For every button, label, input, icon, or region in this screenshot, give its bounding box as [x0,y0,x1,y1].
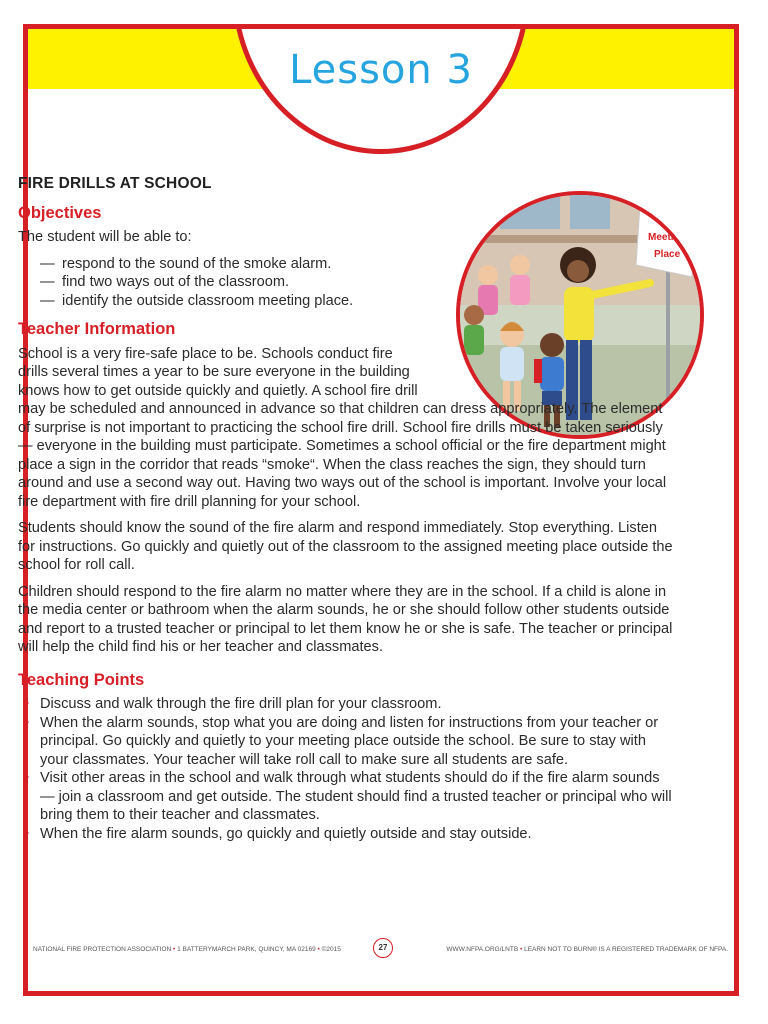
teaching-point: • Visit other areas in the school and walk through what students should do if the fire alarm sounds — join a classroom and get outside. The student should find a trusted teacher or principal who will bring them to their teacher and classmates. [24,770,672,823]
teacher-info-paragraph: School is a very fire-safe place to be. Schools conduct fire drills several times a year to be sure everyone in the building knows how to get outside quickly and quietly. A school fire drill may be scheduled and announced in advance so that children can dress appropriately. The element of surprise is not important to practicing the school fire drill. School fire drills must be taken seriously — everyone in the building must participate. Sometimes a school official or the fire department might place a sign in the corridor that reads “smoke“. When the class reaches the sign, they should turn around and use a second way out. Having two ways out of the school is important. Involve your local fire department with fire drill planning for your school. [18,345,667,510]
sign-text-place: Place [654,249,681,260]
page-number: 27 [373,938,393,958]
footer-left: NATIONAL FIRE PROTECTION ASSOCIATION • 1 BATTERYMARCH PARK, QUINCY, MA 02169 • ©2015 [33,946,341,953]
teaching-point: • When the fire alarm sounds, go quickly and quietly outside and stay outside. [24,825,532,842]
teaching-points-list [18,695,678,843]
main-content [18,175,678,843]
objectives-heading: Objectives [18,203,102,222]
page-footer [33,938,728,960]
lesson-title: Lesson 3 [289,47,473,93]
section-title: FIRE DRILLS AT SCHOOL [18,175,212,192]
teacher-info-paragraph: Children should respond to the fire alarm no matter where they are in the school. If a child is alone in the media center or bathroom when the alarm sounds, he or she should follow other students outside and report to a trusted teacher or principal to let them know he or she is safe. The teacher or principal will help the child find his or her teacher and classmates. [18,583,673,655]
objectives-intro: The student will be able to: [18,229,192,245]
teaching-point: • When the alarm sounds, stop what you are doing and listen for instructions from your teacher or principal. Go quickly and quietly to your meeting place outside the school. Be sure to stay with your classmates. Your teacher will take roll call to make sure all students are safe. [24,714,659,768]
teaching-point: • Discuss and walk through the fire drill plan for your classroom. [24,696,442,712]
objective-item: — respond to the sound of the smoke alarm. [40,255,332,272]
teacher-information-heading: Teacher Information [18,320,176,338]
footer-right: WWW.NFPA.ORG/LNTB • LEARN NOT TO BURN® IS A REGISTERED TRADEMARK OF NFPA. [446,946,728,953]
teaching-points-heading: Teaching Points [18,670,145,689]
lesson-badge [232,24,530,154]
objective-item: — identify the outside classroom meeting place. [40,292,354,309]
sign-text-meeting: Meeting [648,232,686,243]
objective-item: — find two ways out of the classroom. [40,274,290,290]
teacher-info-paragraph: Students should know the sound of the fire alarm and respond immediately. Stop everything. Listen for instructions. Go quickly and quietly out of the classroom to the assigned meeting place outside the school for roll call. [18,520,673,573]
illustration-spacer [420,150,678,400]
